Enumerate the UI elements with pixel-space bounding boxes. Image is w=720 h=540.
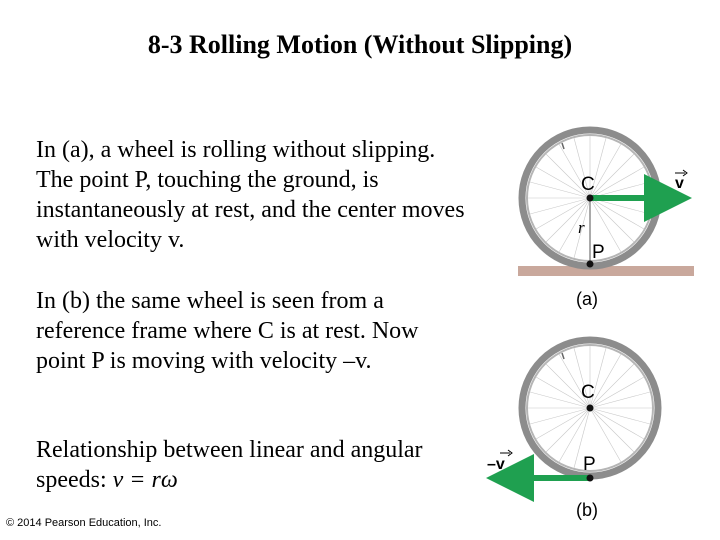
center-label-b: C: [581, 382, 595, 403]
valve-stem-a: [562, 143, 564, 149]
center-label-a: C: [581, 174, 595, 195]
wheel-figure-b: [487, 340, 658, 520]
point-label-b: P: [583, 454, 596, 475]
slide-title: 8-3 Rolling Motion (Without Slipping): [147, 30, 573, 59]
velocity-label-b: –v: [487, 456, 505, 473]
valve-stem-b: [562, 353, 564, 359]
center-point-a: [587, 195, 594, 202]
contact-point-b: [587, 475, 594, 482]
relationship-formula: v = rω: [112, 467, 178, 493]
point-label-a: P: [592, 242, 605, 263]
center-point-b: [587, 405, 594, 412]
copyright-notice: © 2014 Pearson Education, Inc.: [6, 517, 162, 529]
velocity-label-a: v: [675, 175, 684, 192]
paragraph-wheel-a: In (a), a wheel is rolling without slipping. The point P, touching the ground, is instantaneously at rest, and the center moves with velocity v.: [36, 137, 465, 253]
caption-a: (a): [576, 289, 598, 309]
wheel-figure-a: [518, 130, 694, 309]
caption-b: (b): [576, 500, 598, 520]
paragraph-wheel-b: In (b) the same wheel is seen from a reference frame where C is at rest. Now point P is moving with velocity –v.: [36, 288, 419, 374]
relationship-text: Relationship between linear and angular speeds:: [36, 437, 423, 493]
radius-label-a: r: [578, 218, 585, 237]
